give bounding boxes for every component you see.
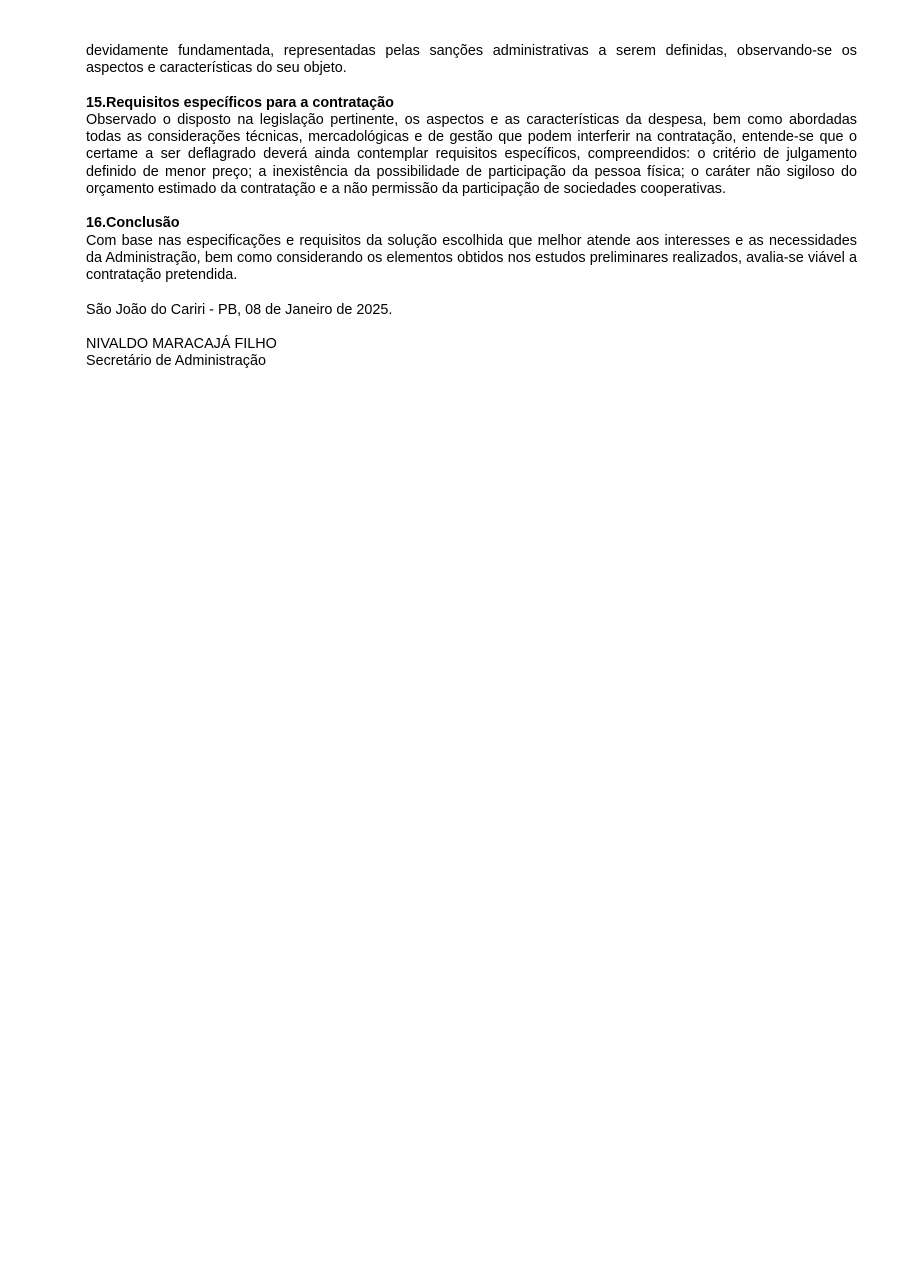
signature-block (86, 336, 857, 371)
spacer (86, 285, 857, 302)
intro-paragraph: devidamente fundamentada, representadas pelas sanções administrativas a serem definidas, observando-se os aspectos e características do seu objeto. (86, 43, 857, 77)
section-16-heading: 16.Conclusão (86, 215, 180, 232)
signatory-role: Secretário de Administração (86, 353, 266, 370)
spacer (86, 198, 857, 215)
section-15-heading: 15.Requisitos específicos para a contratação (86, 94, 394, 111)
section-15-body: Observado o disposto na legislação pertinente, os aspectos e as características da despesa, bem como abordadas todas as considerações técnicas, mercadológicas e de gestão que podem interferir na contratação, entende-se que o certame a ser deflagrado deverá ainda contemplar requisitos específicos, compreendidos: o critério de julgamento definido de menor preço; a inexistência da possibilidade de participação da pessoa física; o caráter não sigiloso do orçamento estimado da contratação e a não permissão da participação de sociedades cooperativas. (86, 111, 857, 198)
document-page (86, 43, 857, 370)
place-date: São João do Cariri - PB, 08 de Janeiro de 2025. (86, 301, 393, 318)
spacer (86, 78, 857, 95)
signatory-name: NIVALDO MARACAJÁ FILHO (86, 335, 277, 352)
section-16-body: Com base nas especificações e requisitos da solução escolhida que melhor atende aos interesses e as necessidades da Administração, bem como considerando os elementos obtidos nos estudos preliminares realizados, avalia-se viável a contratação pretendida. (86, 232, 857, 284)
spacer (86, 319, 857, 336)
section-16 (86, 215, 857, 284)
section-15 (86, 95, 857, 199)
